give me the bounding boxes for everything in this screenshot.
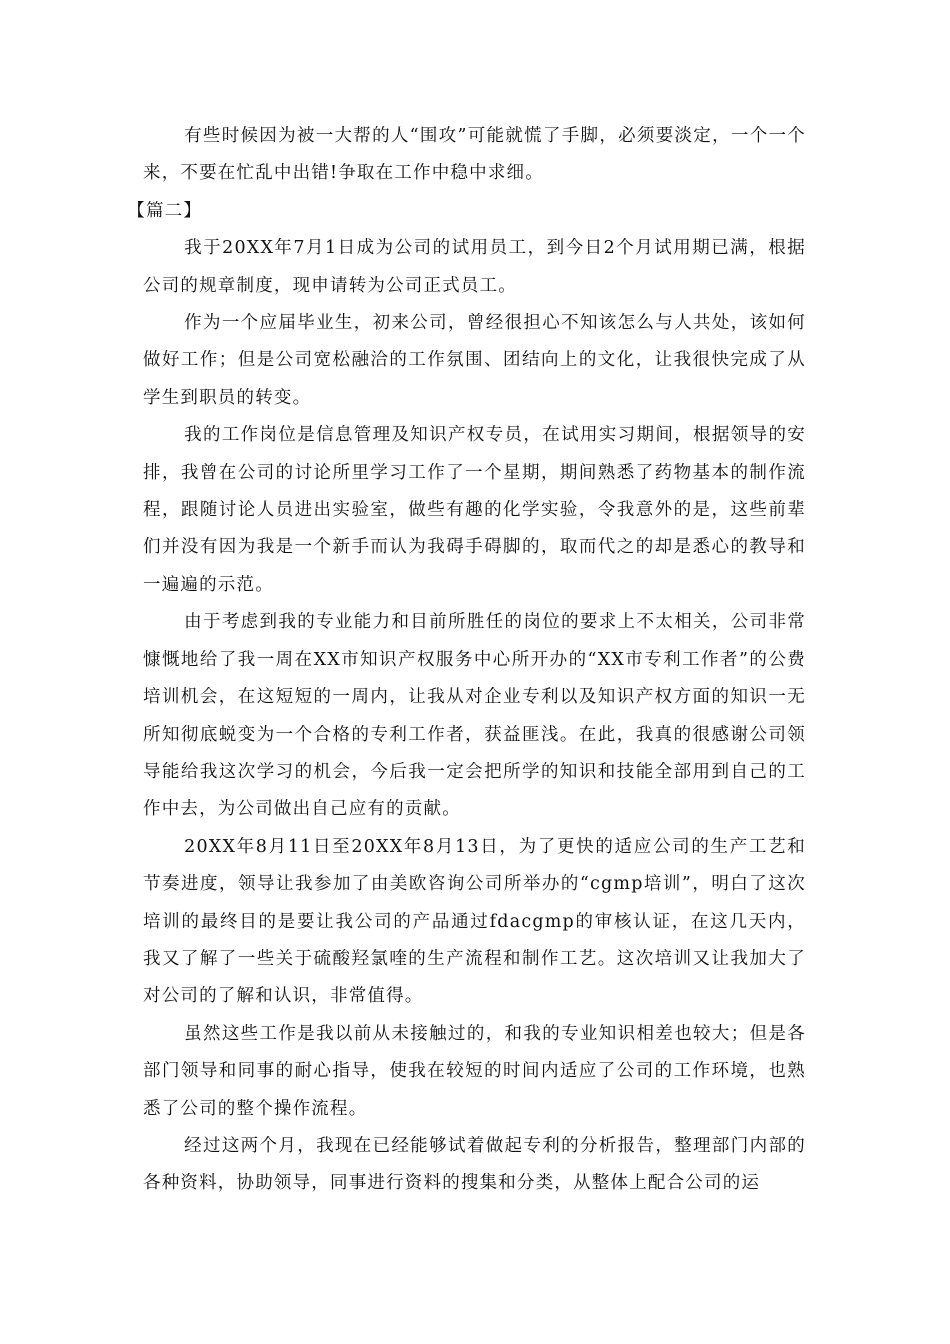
paragraph-intro: 有些时候因为被一大帮的人“围攻”可能就慌了手脚，必须要淡定，一个一个来，不要在忙乱中出错!争取在工作中稳中求细。: [143, 126, 806, 184]
paragraph-4: 由于考虑到我的专业能力和目前所胜任的岗位的要求上不太相关，公司非常慷慨地给了我一周在XX市知识产权服务中心所开办的“XX市专利工作者”的公费培训机会，在这短短的一周内，让我从对企业专利以及知识产权方面的知识一无所知彻底蜕变为一个合格的专利工作者，获益匪浅。在此，我真的很感谢公司领导能给我这次学习的机会，今后我一定会把所学的知识和技能全部用到自己的工作中去，为公司做出自己应有的贡献。: [143, 612, 806, 820]
paragraph-6: 虽然这些工作是我以前从未接触过的，和我的专业知识相差也较大；但是各部门领导和同事的耐心指导，使我在较短的时间内适应了公司的工作环境，也熟悉了公司的整个操作流程。: [143, 1023, 806, 1119]
paragraph-2: 作为一个应届毕业生，初来公司，曾经很担心不知该怎么与人共处，该如何做好工作；但是公司宽松融洽的工作氛围、团结向上的文化，让我很快完成了从学生到职员的转变。: [143, 313, 806, 408]
document-page: [127, 118, 806, 1203]
section-heading: 【篇二】: [127, 200, 203, 221]
paragraph-1: 我于20XX年7月1日成为公司的试用员工，到今日2个月试用期已满，根据公司的规章制度，现申请转为公司正式员工。: [143, 238, 806, 296]
paragraph-7: 经过这两个月，我现在已经能够试着做起专利的分析报告，整理部门内部的各种资料，协助领导，同事进行资料的搜集和分类，从整体上配合公司的运: [143, 1135, 806, 1194]
paragraph-5: 20XX年8月11日至20XX年8月13日，为了更快的适应公司的生产工艺和节奏进度，领导让我参加了由美欧咨询公司所举办的“cgmp培训”，明白了这次培训的最终目的是要让我公司的产品通过fdacgmp的审核认证，在这几天内，我又了解了一些关于硫酸羟氯喹的生产流程和制作工艺。这次培训又让我加大了对公司的了解和认识，非常值得。: [143, 836, 806, 1007]
paragraph-3: 我的工作岗位是信息管理及知识产权专员，在试用实习期间，根据领导的安排，我曾在公司的讨论所里学习工作了一个星期，期间熟悉了药物基本的制作流程，跟随讨论人员进出实验室，做些有趣的化学实验，令我意外的是，这些前辈们并没有因为我是一个新手而认为我碍手碍脚的，取而代之的却是悉心的教导和一遍遍的示范。: [143, 425, 806, 595]
